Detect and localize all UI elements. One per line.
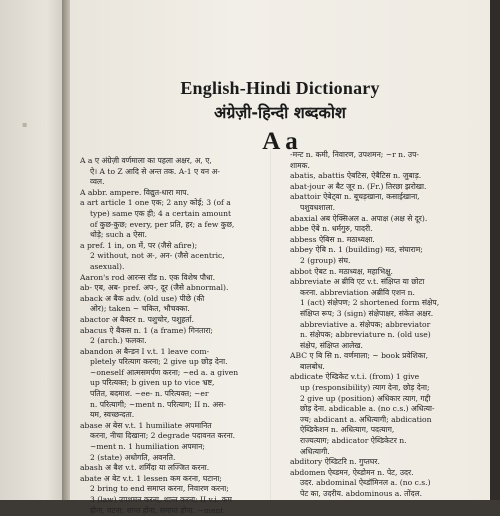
entry-line: ab- एब, अब- pref. अप-, दूर (जैसे abnormal). bbox=[80, 283, 229, 293]
left-page bbox=[0, 0, 66, 500]
entry-line: abat-jour अ बैट जूर n. (Fr.) तिरछा झरोखा. bbox=[290, 181, 427, 191]
entry-line: up (responsibility) त्याग देना, छोड़ देना; bbox=[300, 383, 430, 393]
entry-line: 2 bring to end समाप्त करना, निवारण करना; bbox=[90, 484, 229, 494]
entry-line: पशुवधशाला. bbox=[300, 202, 336, 212]
entry-line: ऐब्डिकेशन n. अधित्याग, पदत्याग, bbox=[300, 425, 395, 435]
entry-line: abacus ऐ बैकस n. 1 (a frame) गिनतारा; bbox=[80, 325, 213, 335]
entry-line: उदर. abdominal ऐब्डॉमिनल a. (no c.s.) bbox=[300, 478, 431, 488]
entry-line: 2 (group) संघ. bbox=[300, 255, 351, 265]
entry-line: abandon अ बैन्डन I v.t. 1 leave com- bbox=[80, 346, 210, 356]
entry-line: करना. abbreviation अब्रीवि एशन n. bbox=[300, 287, 415, 297]
entry-line: संक्षेप, संक्षिप्त आलेख. bbox=[300, 340, 363, 350]
entry-line: abbess ऐबिस n. मठाध्यक्षा. bbox=[290, 234, 375, 244]
entry-line: करना, नीचा दिखाना; 2 degrade पदावनत करना. bbox=[90, 431, 236, 441]
entry-line: abbreviate अ ब्रीवि एट v.t. संक्षिप्त या छोटा bbox=[290, 277, 425, 287]
entry-line: a pref. 1 in, on में, पर (जैसे afire); bbox=[80, 240, 198, 250]
entry-line: अधित्यागी. bbox=[300, 446, 330, 456]
entry-line: पेट का, उदरीय. abdominous a. तोंदल. bbox=[300, 489, 423, 498]
entry-line: abdomen ऐब्डमन, ऐब्डोमन n. पेट, उदर. bbox=[290, 467, 414, 477]
entry-line: n. परित्यागी; ~ment n. परित्याग; II n. अस- bbox=[90, 399, 226, 409]
entry-line: व्वल. bbox=[90, 177, 105, 187]
entry-line: होना, घटना; शान्त होना, समाप्त होना. ~ment bbox=[90, 505, 224, 515]
entry-line: asexual). bbox=[90, 261, 125, 271]
entry-line: up परित्यक्त; b given up to vice भ्रष्ट, bbox=[90, 378, 215, 388]
entry-line: abattoir ऐबेट्वा n. बूचड़खाना, कसाईखाना, bbox=[290, 192, 420, 202]
entry-line: abase अ बेस v.t. 1 humiliate अपमानित bbox=[80, 420, 212, 430]
entry-line: Aaron's rod आरन्स रॉड n. एक विशेष पौधा. bbox=[80, 272, 216, 282]
entry-line: 2 (arch.) फलका. bbox=[90, 336, 147, 346]
entry-line: ऐ। A to Z आदि से अन्त तक. A-1 ए वन अ- bbox=[90, 166, 220, 176]
entry-line: abate अ बेट v.t. 1 lessen कम करना, घटाना; bbox=[80, 473, 222, 483]
right-column bbox=[290, 150, 464, 498]
dictionary-page bbox=[70, 0, 490, 515]
entry-line: abaxial अब ऐक्सिअल a. अपाक्ष (अक्ष से दूर). bbox=[290, 213, 428, 223]
page-title-english: English-Hindi Dictionary bbox=[180, 78, 380, 98]
entry-line: -मन्ट n. कमी, निवारण, उपशमन; ~r n. उप- bbox=[290, 150, 419, 159]
entry-line: a art article 1 one एक; 2 any कोई; 3 (of a bbox=[80, 198, 231, 208]
entry-line: 2 give up (position) अधिकार त्याग, गद्दी bbox=[300, 393, 431, 403]
entry-line: ~oneself आत्मसमर्पण करना; ~ed a. a given bbox=[90, 367, 239, 377]
entry-line: ज्य; abdicant a. अधित्यागी; abdication bbox=[300, 414, 432, 424]
entry-line: 2 without, not अ-, अन- (जैसे acentric, bbox=[90, 251, 225, 261]
entry-line: pletely परित्याग करना; 2 give up छोड़ देना. bbox=[90, 357, 228, 367]
entry-line: 2 (state) अधोगति, अवनति. bbox=[90, 452, 176, 462]
entry-line: थोड़े; such a ऐसा. bbox=[90, 230, 147, 240]
entry-line: ABC ए बि सि n. वर्णमाला; ~ book प्रवेशिका, bbox=[290, 351, 428, 361]
entry-line: ~ment n. 1 humiliation अपमान; bbox=[90, 442, 205, 452]
entry-line: abatis, abattis ऐबटिस, ऐबैटिस n. जुबाड़. bbox=[290, 171, 422, 181]
entry-line: abbe ऐबे n. धर्मगुरु, पादरी. bbox=[290, 224, 373, 234]
entry-line: abbey ऐबि n. 1 (building) मठ, संघाराम; bbox=[290, 245, 423, 255]
entry-line: राज्यत्याग; abdicator ऐब्डिकेटर n. bbox=[300, 436, 407, 446]
entry-line: छोड़ देना. abdicable a. (no c.s.) अधित्या- bbox=[300, 404, 435, 414]
entry-line: abash अ बैश v.t. शर्मिंदा या लज्जित करना. bbox=[80, 463, 210, 473]
entry-line: type) same एक ही; 4 a certain amount bbox=[90, 208, 232, 218]
entry-line: बालबोध. bbox=[300, 361, 325, 371]
entry-line: abbot ऐबट n. मठाध्यक्ष, महाभिक्षु. bbox=[290, 266, 393, 276]
column-gutter bbox=[270, 150, 271, 500]
entry-line: of कुछ-कुछ; every, per प्रति, हर; a few कुछ, bbox=[90, 219, 235, 229]
page-title-hindi: अंग्रेज़ी-हिन्दी शब्दकोश bbox=[214, 103, 346, 122]
entry-line: संक्षिप्त रूप; 3 (sign) संक्षेपाक्षर, संकेत अक्षर. bbox=[300, 308, 434, 318]
entry-line: aback अ बैक adv. (old use) पीछे (की bbox=[80, 293, 205, 303]
entry-line: abactor अ बैक्टर n. पशुचोर, पशुहर्ता. bbox=[80, 314, 195, 324]
left-column bbox=[80, 156, 254, 515]
entry-line: abditory ऐब्डिटरि n. गुप्तघर. bbox=[290, 457, 380, 467]
entry-line: A abbr. ampere. विद्युत-धारा माप. bbox=[80, 187, 190, 197]
entry-line: n. संक्षेपक; abbreviature n. (old use) bbox=[300, 330, 431, 340]
entry-line: abdicate ऐब्डिकेट v.t.i. (from) 1 give bbox=[290, 372, 420, 382]
entry-line: ओर); taken ~ चकित, भौचक्का. bbox=[90, 304, 190, 314]
entry-line: abbreviative a. संक्षेपक; abbreviator bbox=[300, 319, 431, 329]
entry-line: शामक. bbox=[290, 160, 310, 170]
entry-line: A a ए अंग्रेज़ी वर्णमाला का पहला अक्षर, अ, ए, bbox=[80, 156, 212, 165]
background-edge bbox=[490, 0, 500, 500]
entry-line: यम, स्वच्छन्दता. bbox=[90, 410, 135, 420]
entry-line: पतित, बदमाश. ~ee- n. परित्यक्त; ~er bbox=[90, 389, 209, 399]
entry-line: 3 (law) उपशमन करना, शान्त करना; II v.i. कम bbox=[90, 495, 232, 504]
section-letter: A a bbox=[262, 128, 298, 155]
page-mark: ▪ bbox=[22, 120, 28, 129]
entry-line: 1 (act) संक्षेपण; 2 shortened form संक्षेप, bbox=[300, 298, 440, 308]
